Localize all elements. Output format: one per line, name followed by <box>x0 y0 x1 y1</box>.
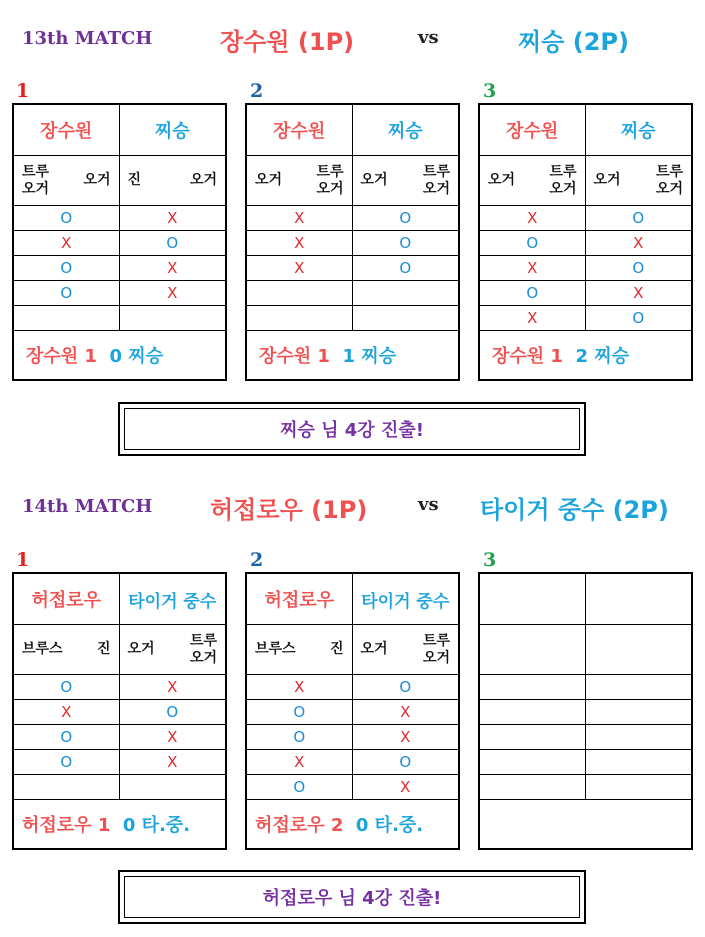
match-13-vs: vs <box>418 27 439 48</box>
round-mark: O <box>585 256 692 281</box>
score-player1: 장수원 1 <box>26 346 97 367</box>
round-mark: X <box>352 775 459 800</box>
character-name: 오거 <box>360 172 388 188</box>
round-mark: O <box>479 231 585 256</box>
round-mark <box>585 725 692 750</box>
game-player1-name: 장수원 <box>479 104 585 156</box>
round-mark: O <box>13 256 119 281</box>
round-mark: X <box>246 256 352 281</box>
m14-game-2-table <box>245 572 460 850</box>
character-name: 트루 오거 <box>422 632 450 666</box>
game-player1-name <box>479 573 585 625</box>
m14-game-3-table <box>478 572 693 850</box>
score-player2: 2 찌승 <box>575 346 630 367</box>
character-name: 트루 오거 <box>316 163 344 197</box>
round-mark: O <box>246 700 352 725</box>
match-13-player1: 장수원 (1P) <box>220 28 355 56</box>
match-13-result-text: 찌승 님 4강 진출! <box>280 420 424 441</box>
character-name: 트루 오거 <box>22 163 50 197</box>
round-mark <box>13 775 119 800</box>
round-mark: X <box>479 256 585 281</box>
player1-characters <box>479 156 585 206</box>
player1-characters <box>246 625 352 675</box>
character-name: 진 <box>127 172 142 188</box>
score-player2: 0 타.중. <box>355 815 424 836</box>
round-mark: O <box>246 725 352 750</box>
round-mark: O <box>119 231 226 256</box>
round-mark <box>479 700 585 725</box>
round-mark: O <box>246 775 352 800</box>
round-mark: X <box>119 281 226 306</box>
score-player1: 장수원 1 <box>492 346 563 367</box>
round-mark: X <box>479 306 585 331</box>
character-name: 오거 <box>189 172 217 188</box>
player2-characters <box>119 625 226 675</box>
round-mark <box>479 775 585 800</box>
game-player2-name: 타이거 중수 <box>352 573 459 625</box>
game-player2-name <box>585 573 692 625</box>
character-name: 트루 오거 <box>189 632 217 666</box>
round-mark: X <box>119 256 226 281</box>
round-mark: O <box>585 306 692 331</box>
game-player1-name: 장수원 <box>13 104 119 156</box>
round-mark <box>479 675 585 700</box>
player2-characters <box>352 625 459 675</box>
character-name: 오거 <box>255 172 283 188</box>
round-mark: X <box>119 675 226 700</box>
game-player1-name: 허접로우 <box>13 573 119 625</box>
round-mark: X <box>246 750 352 775</box>
character-name: 오거 <box>83 172 111 188</box>
round-mark: O <box>13 206 119 231</box>
round-mark: X <box>119 206 226 231</box>
round-mark <box>479 725 585 750</box>
round-mark: X <box>479 206 585 231</box>
game-player2-name: 찌승 <box>585 104 692 156</box>
round-mark: O <box>352 675 459 700</box>
round-mark: X <box>246 206 352 231</box>
score-player1: 허접로우 1 <box>22 815 111 836</box>
round-mark <box>585 675 692 700</box>
round-mark: O <box>352 256 459 281</box>
character-name: 오거 <box>360 641 388 657</box>
round-mark: O <box>352 231 459 256</box>
m14-game-3-number: 3 <box>483 549 497 571</box>
round-mark <box>246 306 352 331</box>
round-mark: X <box>246 675 352 700</box>
match-14-player2: 타이거 중수 (2P) <box>480 496 669 524</box>
score-player1: 허접로우 2 <box>255 815 344 836</box>
character-name: 트루 오거 <box>549 163 577 197</box>
character-name: 브루스 <box>22 641 63 657</box>
round-mark: X <box>13 231 119 256</box>
score-player2: 0 타.중. <box>122 815 191 836</box>
game-score <box>479 331 692 381</box>
player2-characters <box>585 625 692 675</box>
m13-game-2-number: 2 <box>250 80 264 102</box>
round-mark <box>119 775 226 800</box>
score-player2: 1 찌승 <box>342 346 397 367</box>
round-mark: X <box>119 750 226 775</box>
m14-game-1-number: 1 <box>16 549 30 571</box>
match-13-player2: 찌승 (2P) <box>518 28 629 56</box>
character-name: 오거 <box>593 172 621 188</box>
round-mark <box>246 281 352 306</box>
game-score <box>13 331 226 381</box>
round-mark <box>585 750 692 775</box>
score-player1: 장수원 1 <box>259 346 330 367</box>
round-mark: O <box>13 675 119 700</box>
player2-characters <box>352 156 459 206</box>
round-mark: O <box>13 750 119 775</box>
round-mark: X <box>119 725 226 750</box>
round-mark: X <box>13 700 119 725</box>
game-score <box>13 800 226 850</box>
round-mark <box>352 281 459 306</box>
round-mark: O <box>479 281 585 306</box>
game-player2-name: 찌승 <box>119 104 226 156</box>
game-player2-name: 타이거 중수 <box>119 573 226 625</box>
game-player1-name: 장수원 <box>246 104 352 156</box>
match-14-result-text: 허접로우 님 4강 진출! <box>262 888 442 909</box>
match-14-label: 14th MATCH <box>22 496 153 517</box>
round-mark <box>479 750 585 775</box>
character-name: 트루 오거 <box>422 163 450 197</box>
character-name: 오거 <box>488 172 516 188</box>
character-name: 오거 <box>127 641 155 657</box>
round-mark: O <box>13 281 119 306</box>
m13-game-1-table <box>12 103 227 381</box>
character-name: 진 <box>96 641 111 657</box>
m13-game-3-number: 3 <box>483 80 497 102</box>
game-score <box>246 800 459 850</box>
match-13-result-box <box>118 402 586 456</box>
round-mark: X <box>352 725 459 750</box>
round-mark: O <box>119 700 226 725</box>
character-name: 트루 오거 <box>655 163 683 197</box>
character-name: 진 <box>329 641 344 657</box>
player1-characters <box>13 625 119 675</box>
round-mark: X <box>585 281 692 306</box>
game-score <box>479 800 692 850</box>
round-mark: O <box>585 206 692 231</box>
round-mark <box>13 306 119 331</box>
round-mark: X <box>352 700 459 725</box>
player2-characters <box>119 156 226 206</box>
round-mark: O <box>13 725 119 750</box>
round-mark: O <box>352 206 459 231</box>
round-mark: X <box>246 231 352 256</box>
m14-game-1-table <box>12 572 227 850</box>
round-mark <box>585 775 692 800</box>
round-mark: O <box>352 750 459 775</box>
round-mark <box>352 306 459 331</box>
round-mark <box>119 306 226 331</box>
character-name: 브루스 <box>255 641 296 657</box>
score-player2: 0 찌승 <box>109 346 164 367</box>
game-score <box>246 331 459 381</box>
match-14-vs: vs <box>418 494 439 515</box>
m13-game-3-table <box>478 103 693 381</box>
player1-characters <box>246 156 352 206</box>
m13-game-2-table <box>245 103 460 381</box>
round-mark <box>585 700 692 725</box>
m13-game-1-number: 1 <box>16 80 30 102</box>
match-14-result-box <box>118 870 586 924</box>
player1-characters <box>479 625 585 675</box>
player1-characters <box>13 156 119 206</box>
round-mark: X <box>585 231 692 256</box>
m14-game-2-number: 2 <box>250 549 264 571</box>
match-14-player1: 허접로우 (1P) <box>210 496 368 524</box>
match-13-label: 13th MATCH <box>22 28 153 49</box>
game-player2-name: 찌승 <box>352 104 459 156</box>
player2-characters <box>585 156 692 206</box>
game-player1-name: 허접로우 <box>246 573 352 625</box>
